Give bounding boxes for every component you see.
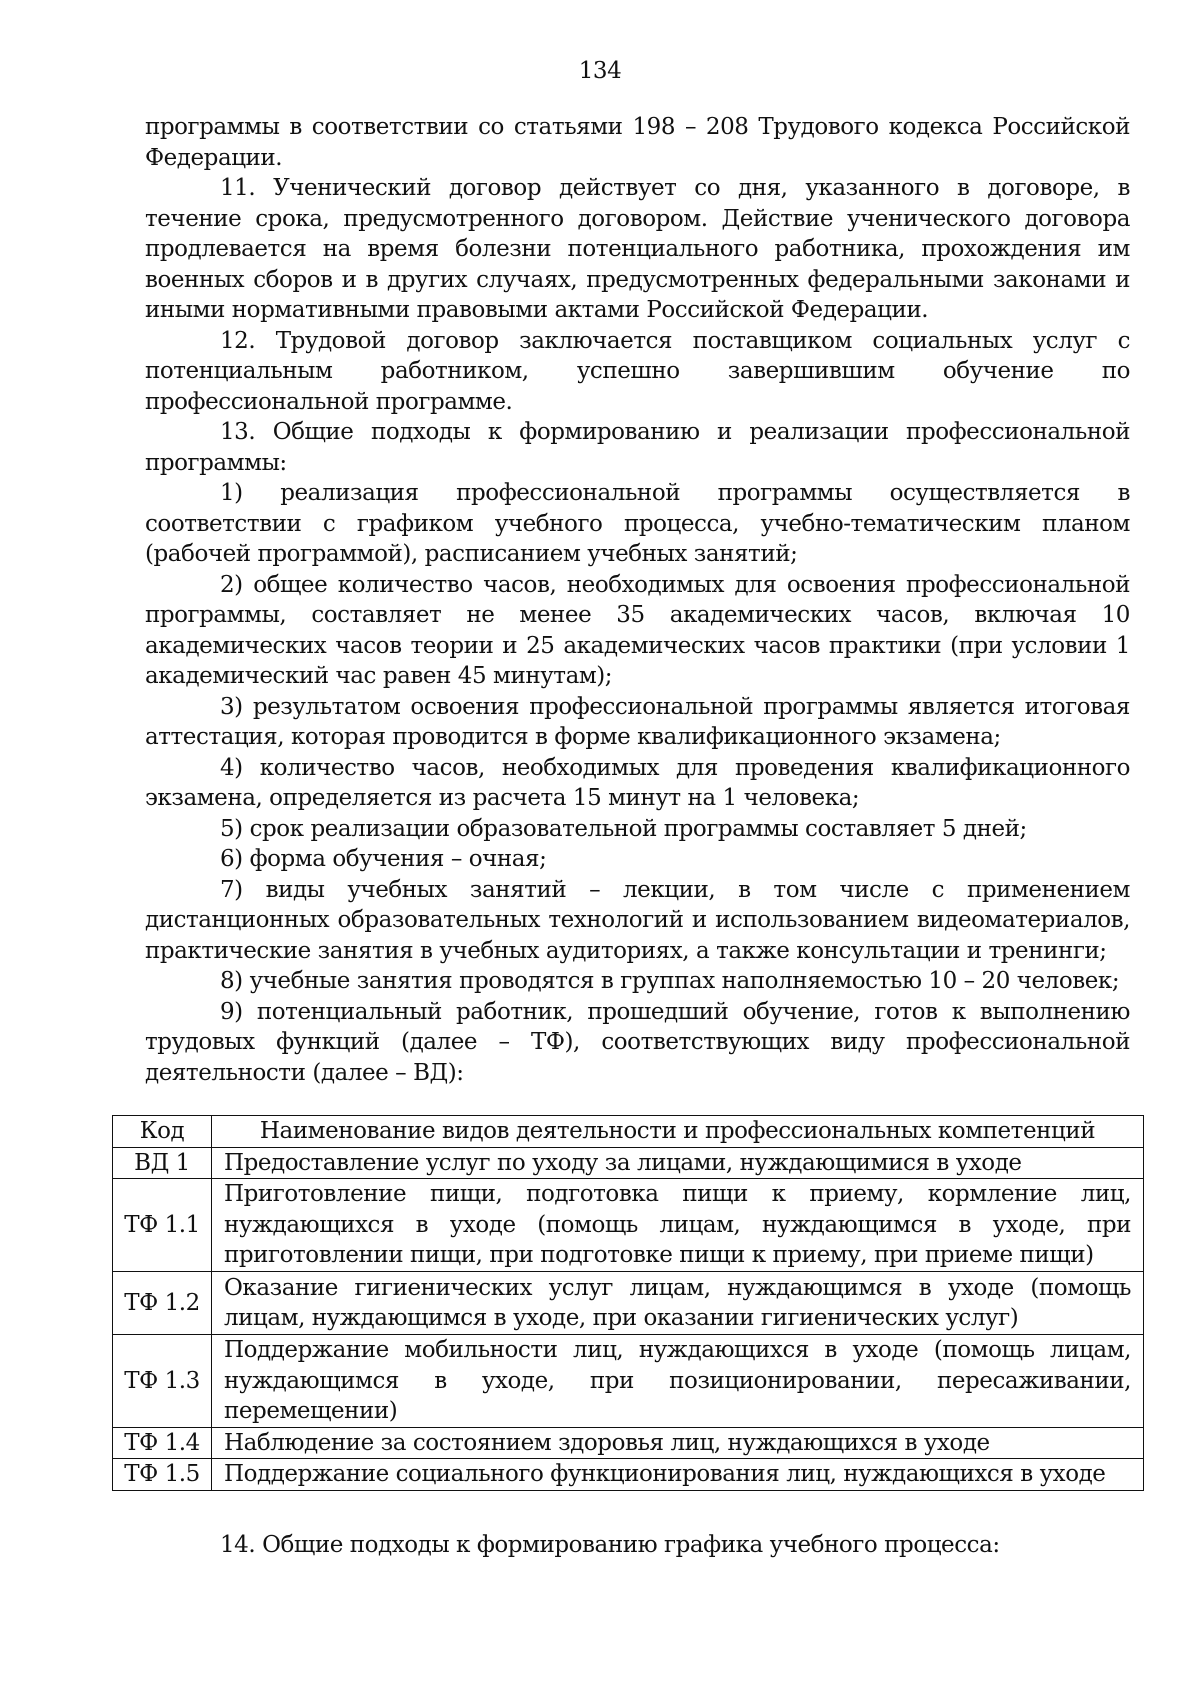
paragraph-14: 14. Общие подходы к формированию графика учебного процесса:: [220, 1532, 1000, 1558]
table-row: [113, 1427, 1144, 1459]
list-item-5: 5) срок реализации образовательной программы составляет 5 дней;: [220, 815, 1027, 842]
row-code: ТФ 1.1: [113, 1179, 212, 1272]
row-name: Приготовление пищи, подготовка пищи к приему, кормление лиц, нуждающихся в уходе (помощь лицам, нуждающимся в уходе, при приготовлении пищи, при подготовке пищи к приему, при приеме пищи): [212, 1179, 1144, 1272]
row-name: Оказание гигиенических услуг лицам, нуждающимся в уходе (помощь лицам, нуждающимся в уходе, при оказании гигиенических услуг): [212, 1272, 1144, 1335]
list-item-2: 2) общее количество часов, необходимых для освоения профессиональной программы, составляет не менее 35 академических часов, включая 10 академических часов теории и 25 академических часов практики (при условии 1 академический час равен 45 минутам);: [145, 571, 1130, 689]
row-code: ВД 1: [113, 1147, 212, 1179]
page-number: 134: [578, 58, 622, 84]
row-name: Поддержание мобильности лиц, нуждающихся в уходе (помощь лицам, нуждающимся в уходе, при позиционировании, пересаживании, перемещении): [212, 1335, 1144, 1428]
header-code: Код: [113, 1116, 212, 1148]
table-row: [113, 1335, 1144, 1428]
list-item-8: 8) учебные занятия проводятся в группах наполняемостью 10 – 20 человек;: [220, 968, 1120, 994]
list-item-9: 9) потенциальный работник, прошедший обучение, готов к выполнению трудовых функций (далее – ТФ), соответствующих виду профессиональной деятельности (далее – ВД):: [145, 998, 1130, 1086]
table-row: [113, 1272, 1144, 1335]
list-item-4: 4) количество часов, необходимых для проведения квалификационного экзамена, определяется из расчета 15 минут на 1 человека;: [145, 754, 1130, 811]
row-code: ТФ 1.4: [113, 1427, 212, 1459]
body-text: [145, 112, 1130, 1088]
row-name: Поддержание социального функционирования лиц, нуждающихся в уходе: [212, 1459, 1144, 1491]
header-name: Наименование видов деятельности и профессиональных компетенций: [212, 1116, 1144, 1148]
table-row: [113, 1179, 1144, 1272]
row-code: ТФ 1.3: [113, 1335, 212, 1428]
table-header-row: [113, 1116, 1144, 1148]
list-item-3: 3) результатом освоения профессиональной программы является итоговая аттестация, которая проводится в форме квалификационного экзамена;: [145, 693, 1130, 750]
paragraph-continuation: программы в соответствии со статьями 198 – 208 Трудового кодекса Российской Федерации.: [145, 114, 1130, 171]
row-name: Предоставление услуг по уходу за лицами, нуждающимися в уходе: [212, 1147, 1144, 1179]
table-row: [113, 1459, 1144, 1491]
list-item-1: 1) реализация профессиональной программы осуществляется в соответствии с графиком учебного процесса, учебно-тематическим планом (рабочей программой), расписанием учебных занятий;: [145, 480, 1130, 567]
row-name: Наблюдение за состоянием здоровья лиц, нуждающихся в уходе: [212, 1427, 1144, 1459]
list-item-6: 6) форма обучения – очная;: [220, 846, 547, 872]
paragraph-11: 11. Ученический договор действует со дня, указанного в договоре, в течение срока, предусмотренного договором. Действие ученического договора продлевается на время болезни потенциального работника, прохождения им военных сборов и в других случаях, предусмотренных федеральными законами и иными нормативными правовыми актами Российской Федерации.: [145, 175, 1130, 323]
table-row: [113, 1147, 1144, 1179]
competencies-table: [112, 1115, 1144, 1491]
list-item-7: 7) виды учебных занятий – лекции, в том числе с применением дистанционных образовательных технологий и использованием видеоматериалов, практические занятия в учебных аудиториях, а также консультации и тренинги;: [145, 876, 1130, 964]
paragraph-12: 12. Трудовой договор заключается поставщиком социальных услуг с потенциальным работником, успешно завершившим обучение по профессиональной программе.: [145, 327, 1130, 415]
row-code: ТФ 1.2: [113, 1272, 212, 1335]
paragraph-13: 13. Общие подходы к формированию и реализации профессиональной программы:: [145, 419, 1130, 476]
row-code: ТФ 1.5: [113, 1459, 212, 1491]
